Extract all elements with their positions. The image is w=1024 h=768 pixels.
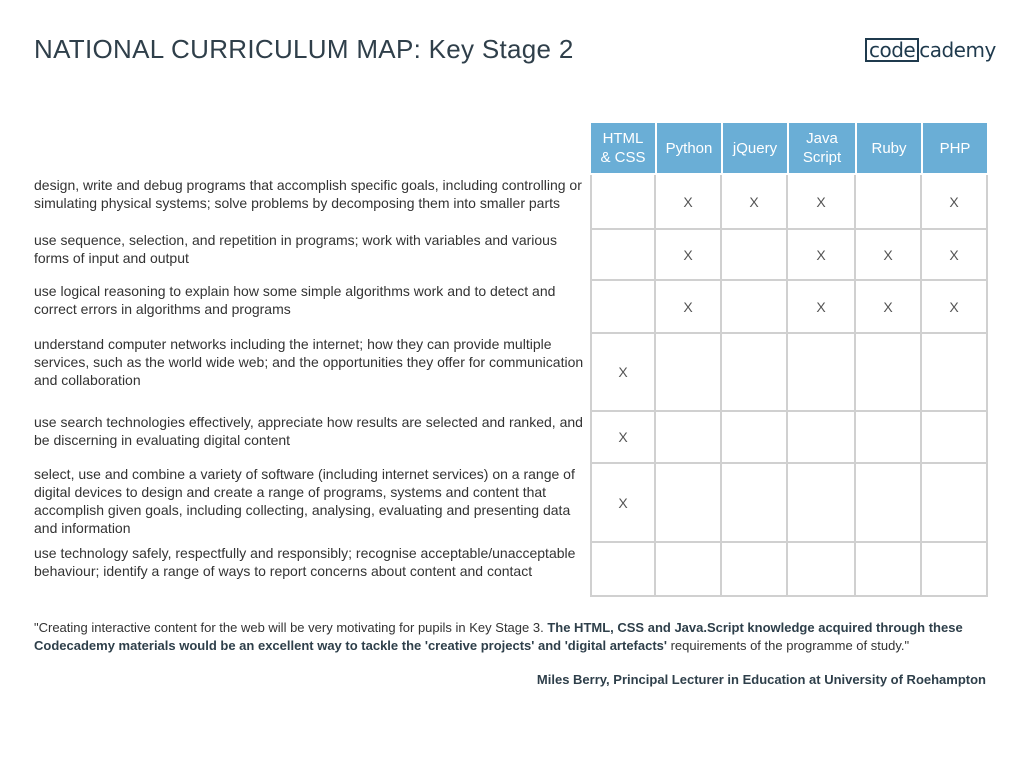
mark-cell: [788, 412, 856, 464]
mark-cell: [722, 412, 788, 464]
mark-cell: [922, 412, 988, 464]
mark-cell: [856, 412, 922, 464]
mark-cell: [722, 543, 788, 597]
mark-cell: X: [590, 412, 656, 464]
mark-cell: [788, 334, 856, 412]
column-header: HTML & CSS: [591, 123, 655, 173]
mark-cell: [590, 281, 656, 334]
quote-attribution: Miles Berry, Principal Lecturer in Education at University of Roehampton: [536, 672, 986, 687]
mark-cell: [722, 464, 788, 543]
page-title: NATIONAL CURRICULUM MAP: Key Stage 2: [34, 34, 574, 64]
mark-cell: X: [656, 175, 722, 230]
mark-cell: X: [922, 281, 988, 334]
column-header: Python: [657, 123, 721, 173]
mark-cell: [590, 175, 656, 230]
column-header: jQuery: [723, 123, 787, 173]
mark-cell: [656, 464, 722, 543]
mark-cell: [922, 334, 988, 412]
mark-cell: X: [590, 464, 656, 543]
mark-cell: [722, 281, 788, 334]
mark-cell: X: [788, 230, 856, 281]
quote: "Creating interactive content for the web will be very motivating for pupils in Key Stage 3. The HTML, CSS and Java.Script knowledge acquired through these Codecademy materials would be an excellent way to tackle the 'creative projects' and 'digital artefacts' requirements of the programme of study.": [34, 620, 963, 653]
mark-cell: X: [656, 230, 722, 281]
codecademy-logo: code cademy: [865, 38, 996, 62]
mark-cell: [656, 334, 722, 412]
row-objective: use sequence, selection, and repetition in programs; work with variables and various forms of input and output: [34, 232, 557, 266]
mark-cell: [788, 464, 856, 543]
mark-cell: [922, 543, 988, 597]
mark-cell: [590, 543, 656, 597]
row-objective: use logical reasoning to explain how some simple algorithms work and to detect and correct errors in algorithms and programs: [34, 283, 556, 317]
mark-cell: X: [788, 175, 856, 230]
mark-cell: [922, 464, 988, 543]
mark-cell: [856, 175, 922, 230]
mark-cell: [856, 334, 922, 412]
mark-cell: X: [722, 175, 788, 230]
mark-cell: X: [922, 175, 988, 230]
mark-cell: X: [922, 230, 988, 281]
mark-cell: [856, 543, 922, 597]
row-objective: select, use and combine a variety of software (including internet services) on a range of digital devices to design and create a range of programs, systems and content that accomplish given goals, including collecting, analysing, evaluating and presenting data and information: [34, 466, 575, 536]
mark-cell: [656, 412, 722, 464]
row-objective: use search technologies effectively, appreciate how results are selected and ranked, and be discerning in evaluating digital content: [34, 414, 583, 448]
row-objective: design, write and debug programs that accomplish specific goals, including controlling or simulating physical systems; solve problems by decomposing them into smaller parts: [34, 177, 582, 211]
column-header: Ruby: [857, 123, 921, 173]
mark-cell: X: [856, 230, 922, 281]
mark-cell: X: [788, 281, 856, 334]
mark-cell: [656, 543, 722, 597]
mark-cell: [722, 334, 788, 412]
mark-cell: [856, 464, 922, 543]
mark-cell: [788, 543, 856, 597]
mark-cell: [722, 230, 788, 281]
row-objective: use technology safely, respectfully and responsibly; recognise acceptable/unacceptable behaviour; identify a range of ways to report concerns about content and contact: [34, 545, 576, 579]
mark-cell: X: [856, 281, 922, 334]
row-objective: understand computer networks including the internet; how they can provide multiple services, such as the world wide web; and the opportunities they offer for communication and collaboration: [34, 336, 584, 388]
column-header: Java Script: [789, 123, 855, 173]
mark-cell: X: [590, 334, 656, 412]
mark-cell: [590, 230, 656, 281]
mark-cell: X: [656, 281, 722, 334]
column-header: PHP: [923, 123, 987, 173]
